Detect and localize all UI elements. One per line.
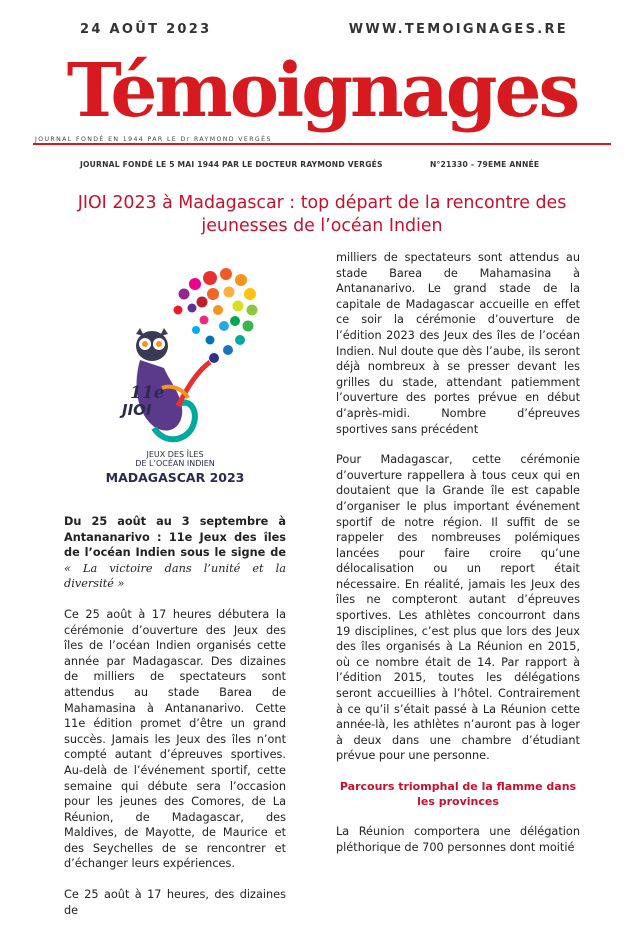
masthead [33,48,611,143]
logo-subtitle: JOURNAL FONDÉ EN 1944 PAR LE Dr RAYMOND VERGÈS [35,136,272,143]
top-bar [0,22,644,42]
paragraph: milliers de spectateurs sont attendus au stade Barea de Mahamasina à Antananarivo. Le grand stade de la capitale de Madagascar accueille en effet ce soir la cérémonie d’ouverture de l’édition 2023 des Jeux des îles de l’océan Indien. Nul doute que dès l’aube, ils seront déjà nombreux à se presser devant les grilles du stade, attendant patiemment l’ouverture des portes prévue en début d’après-midi. Nombre d’épreuves sportives sans précédent [336,251,580,436]
logo-line2: DE L’OCÉAN INDIEN [135,459,215,468]
issue-date: 24 AOÛT 2023 [80,22,212,37]
lead-quote: « La victoire dans l’unité et la diversité » [64,561,286,591]
newspaper-logo: Témoignages [66,48,578,134]
right-column [336,250,580,870]
masthead-rule [33,143,611,145]
website-link[interactable]: WWW.TEMOIGNAGES.RE [348,22,568,37]
paragraph: Ce 25 août à 17 heures débutera la cérémonie d’ouverture des Jeux des îles de l’océan Indien organisés cette année par Madagascar. Des dizaines de milliers de spectateurs sont attendus au stade Barea de Mahamasina à Antananarivo. Cette 11e édition promet d’être un grand succès. Jamais les Jeux des îles n’ont compté autant d’épreuves sportives. Au-delà de l’événement sportif, cette semaine qui débute sera l’occasion pour les jeunes des Comores, de La Réunion, de Madagascar, des Maldives, de Mayotte, de Maurice et des Seychelles de se rencontrer et d’échanger leurs expériences. [64,607,286,871]
left-column [64,514,286,933]
section-subheading: Parcours triomphal de la flamme dans les provinces [339,780,577,808]
logo-line1: JEUX DES ÎLES [146,450,204,459]
jioi-event-logo [92,258,258,496]
logo-line3: MADAGASCAR 2023 [105,470,245,485]
founding-line: JOURNAL FONDÉ LE 5 MAI 1944 PAR LE DOCTEUR RAYMOND VERGÉS [80,160,383,169]
article-title: JIOI 2023 à Madagascar : top départ de la rencontre des jeunesses de l’océan Indien [77,193,567,236]
lead-paragraph [64,514,286,592]
paragraph: Pour Madagascar, cette cérémonie d’ouverture rappellera à tous ceux qui en doutaient que la Grande île est capable d’organiser le plus important événement sportif de notre région. Il suffit de se rappeler des nombreuses polémiques lancées pour faire croire qu’une délocalisation ou un report était nécessaire. En réalité, jamais les Jeux des îles ne compteront autant d’épreuves sportives. Les athlètes concourront dans 19 disciplines, c’est plus que lors des Jeux des îles organisés à La Réunion en 2015, où ce nombre était de 14. Par rapport à l’édition 2015, toutes les délégations seront accueillies à l’hôtel. Contrairement à ce qu’il s’était passé à La Réunion cette année-là, les athlètes n’auront pas à loger à deux dans une chambre d’étudiant prévue pour une personne. [336,453,580,763]
logo-acronym: JIOI [122,401,152,419]
paragraph: Ce 25 août à 17 heures, des dizaines de [64,888,286,917]
color-burst-icon [174,268,258,363]
paragraph: La Réunion comportera une délégation pléthorique de 700 personnes dont moitié [336,825,580,854]
logo-number: 11e [130,383,165,403]
issue-number: N°21330 - 79EME ANNÉE [430,160,540,169]
lead-text: Du 25 août au 3 septembre à Antananarivo : 11e Jeux des îles de l’océan Indien sous le signe de [64,515,286,560]
